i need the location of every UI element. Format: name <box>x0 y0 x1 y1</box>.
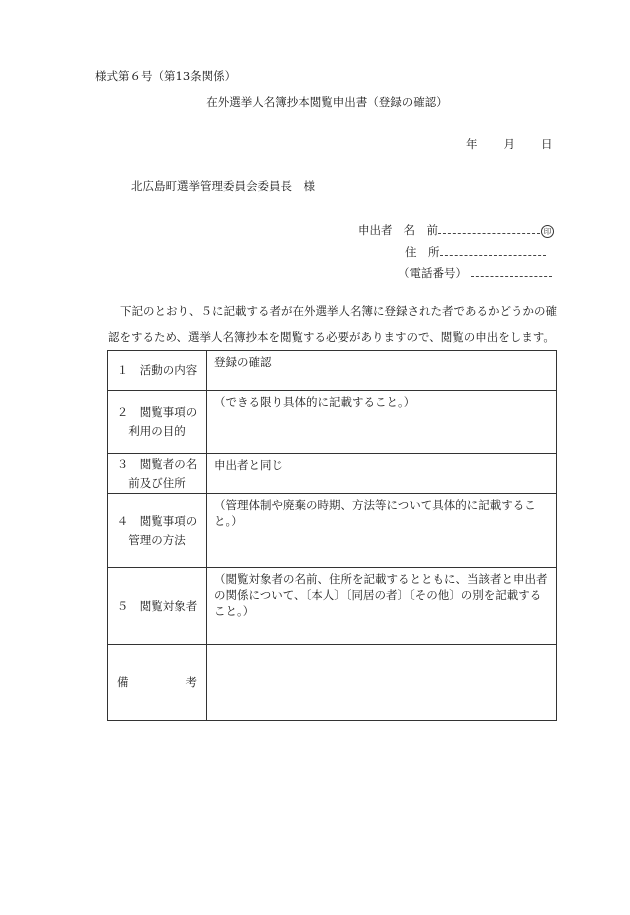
date-year: 年 <box>466 137 478 151</box>
label-management-line-1: ４ 閲覧事項の <box>116 513 198 528</box>
applicant-address-label: 住 所 <box>405 245 440 259</box>
applicant-phone-row <box>398 264 552 281</box>
applicant-address-row <box>405 243 546 260</box>
label-remarks-right: 考 <box>185 675 197 689</box>
label-management <box>108 494 207 568</box>
label-management-line-2: 管理の方法 <box>128 532 186 547</box>
label-viewer <box>108 454 207 494</box>
label-viewer-line-2: 前及び住所 <box>128 475 186 490</box>
note-management: （管理体制や廃棄の時期、方法等について具体的に記載すること。） <box>214 498 536 528</box>
label-remarks-left: 備 <box>117 675 129 689</box>
label-viewer-line-1: ３ 閲覧者の名 <box>116 456 198 471</box>
applicant-phone-label: （電話番号） <box>398 266 467 280</box>
table-row-remarks <box>108 645 557 721</box>
table-row-purpose <box>108 391 557 454</box>
label-purpose-line-1: ２ 閲覧事項の <box>116 405 198 419</box>
content-target[interactable] <box>207 568 557 645</box>
form-table <box>107 350 557 721</box>
date-month: 月 <box>503 137 515 151</box>
content-viewer[interactable]: 申出者と同じ <box>207 454 557 494</box>
applicant-name-label: 名 前 <box>403 223 438 237</box>
label-activity: １ 活動の内容 <box>108 351 207 391</box>
addressee: 北広島町選挙管理委員会委員長 様 <box>131 179 315 193</box>
seal-mark: 印 <box>541 225 554 238</box>
table-row-target <box>108 568 557 645</box>
document-title: 在外選挙人名簿抄本閲覧申出書（登録の確認） <box>206 95 448 109</box>
label-target: ５ 閲覧対象者 <box>108 568 207 645</box>
label-remarks <box>108 645 207 721</box>
applicant-name-row <box>358 221 554 238</box>
content-activity[interactable]: 登録の確認 <box>207 351 557 391</box>
note-purpose: （できる限り具体的に記載すること。） <box>214 395 416 409</box>
content-purpose[interactable] <box>207 391 557 454</box>
content-management[interactable] <box>207 494 557 568</box>
date-day: 日 <box>541 137 553 151</box>
body-text <box>108 298 568 350</box>
label-purpose-line-2: 利用の目的 <box>128 424 186 438</box>
table-row-activity <box>108 351 557 391</box>
note-target: （閲覧対象者の名前、住所を記載するとともに、当該者と申出者の関係について、〔本人〕〔同居の者〕〔その他〕の別を記載すること。） <box>214 572 548 618</box>
applicant-phone-field[interactable] <box>471 264 552 277</box>
applicant-address-field[interactable] <box>440 243 546 256</box>
label-purpose <box>108 391 207 454</box>
applicant-name-field[interactable] <box>438 221 540 234</box>
content-remarks[interactable] <box>207 645 557 721</box>
table-row-management <box>108 494 557 568</box>
body-text-line-1: 下記のとおり、５に記載する者が在外選挙人名簿に登録された者であるかどうかの確 <box>120 304 557 318</box>
table-row-viewer <box>108 454 557 494</box>
date-line <box>466 136 553 152</box>
body-text-line-2: 認をするため、選挙人名簿抄本を閲覧する必要がありますので、閲覧の申出をします。 <box>108 330 555 344</box>
form-number: 様式第６号（第13条関係） <box>95 69 237 83</box>
applicant-role-label: 申出者 <box>358 223 393 237</box>
